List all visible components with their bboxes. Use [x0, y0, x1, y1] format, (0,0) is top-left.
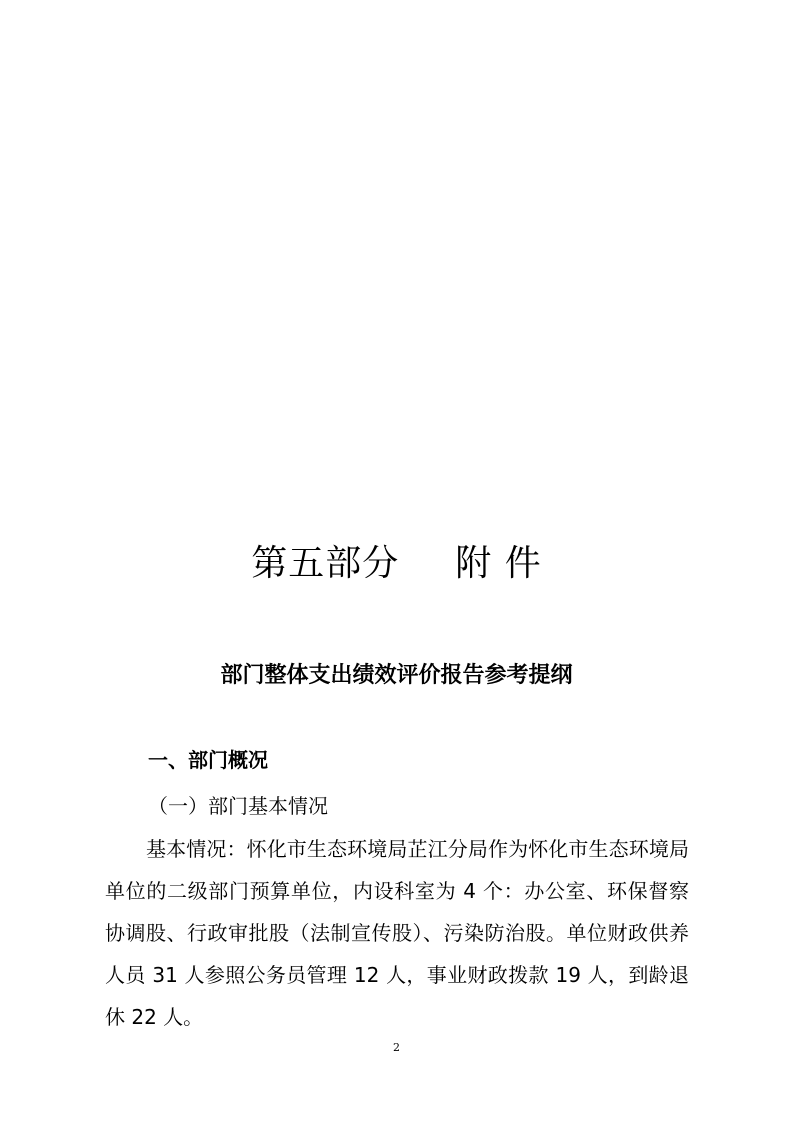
section-heading: 一、部门概况 [148, 748, 268, 772]
part-title [0, 538, 793, 590]
document-title: 部门整体支出绩效评价报告参考提纲 [220, 663, 573, 688]
page-number: 2 [393, 1041, 400, 1054]
part-name: 附 件 [455, 543, 542, 584]
body-paragraph: 基本情况：怀化市生态环境局芷江分局作为怀化市生态环境局单位的二级部门预算单位，内设科室为 4 个：办公室、环保督察协调股、行政审批股（法制宣传股）、污染防治股。单位财政供养人员 31 人参照公务员管理 12 人，事业财政拨款 19 人，到龄退休 22 人。 [105, 837, 689, 1029]
part-label: 第五部分 [251, 543, 400, 584]
subsection-heading: （一）部门基本情况 [148, 794, 328, 818]
